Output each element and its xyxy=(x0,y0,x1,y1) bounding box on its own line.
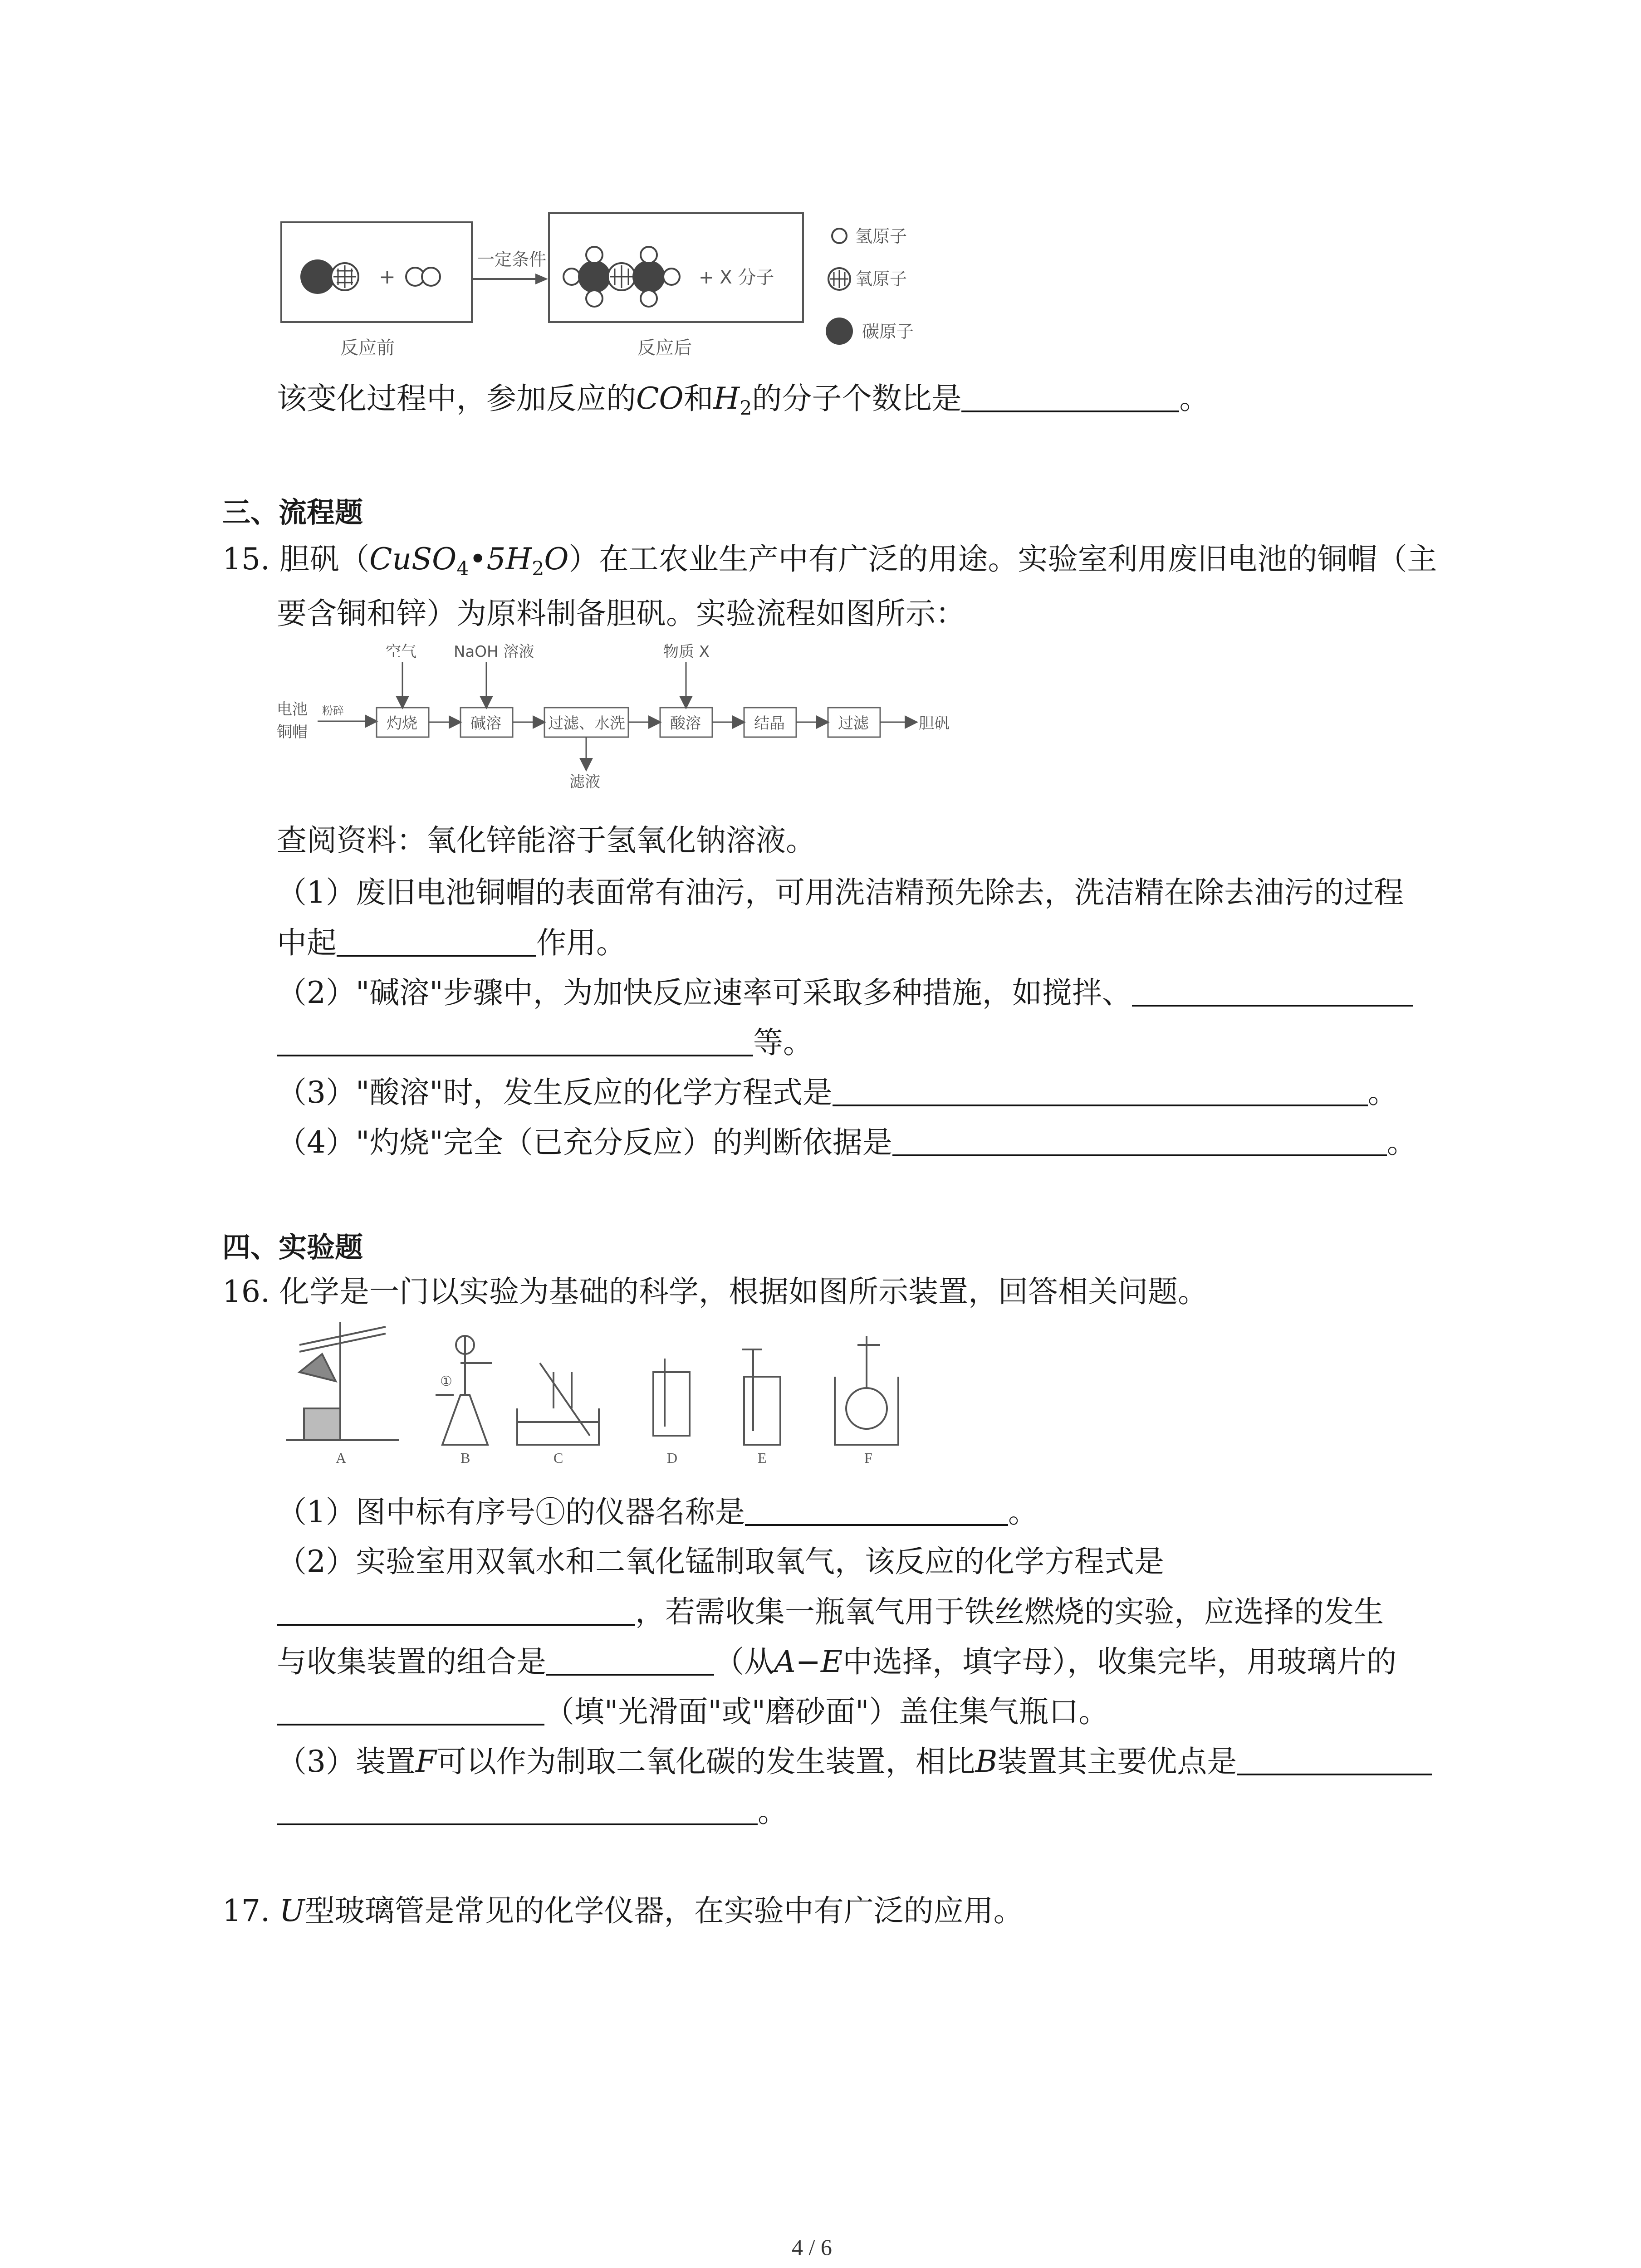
q16-text: 装置其主要优点是 xyxy=(997,1744,1237,1779)
q15-line2: 要含铜和锌）为原料制备胆矾。实验流程如图所示： xyxy=(277,596,965,631)
flow-input-line2: 铜帽 xyxy=(277,723,308,741)
q16-p1 xyxy=(277,1495,1038,1530)
q15-text: 胆矾（ xyxy=(279,542,369,577)
apparatus-figure xyxy=(281,1318,985,1467)
q16-text: B xyxy=(975,1744,998,1779)
flow-substance-x: 物质 X xyxy=(663,643,710,661)
answer-blank[interactable] xyxy=(961,383,1179,412)
section-title: 四、实验题 xyxy=(222,1231,363,1264)
answer-blank[interactable] xyxy=(745,1497,1008,1526)
q15-text: 中起 xyxy=(277,925,337,960)
answer-blank[interactable] xyxy=(546,1647,714,1676)
q14-text: 该变化过程中，参加反应的 xyxy=(277,381,636,416)
reaction-diagram xyxy=(254,209,980,390)
formula: O xyxy=(544,542,569,577)
legend-oxygen: 氧原子 xyxy=(855,269,907,289)
q15-text: 等。 xyxy=(753,1025,813,1060)
formula: CuSO xyxy=(369,542,457,577)
answer-blank[interactable] xyxy=(277,1796,758,1825)
q16-text: F xyxy=(416,1744,436,1779)
q16-text: 中选择，填字母），收集完毕，用玻璃片的 xyxy=(843,1644,1397,1679)
q16-text: （从 xyxy=(714,1644,774,1679)
q15-text: 。 xyxy=(1386,1125,1417,1160)
flow-step-5: 结晶 xyxy=(754,714,785,733)
q16-text: 。 xyxy=(758,1794,788,1829)
formula-subscript: 2 xyxy=(532,557,544,580)
q15-text: （2）"碱溶"步骤中，为加快反应速率可采取多种措施，如搅拌、 xyxy=(277,975,1132,1010)
answer-blank[interactable] xyxy=(1237,1746,1432,1775)
q16-text: 化学是一门以实验为基础的科学，根据如图所示装置，回答相关问题。 xyxy=(279,1274,1208,1309)
flow-step-3: 过滤、水洗 xyxy=(548,714,625,733)
legend-hydrogen: 氢原子 xyxy=(855,226,907,246)
q16-text: − xyxy=(795,1644,821,1679)
apparatus-label-f: F xyxy=(864,1450,872,1466)
q16-p2-line2 xyxy=(277,1594,1384,1629)
q17-text: 型玻璃管是常见的化学仪器，在实验中有广泛的应用。 xyxy=(304,1893,1024,1928)
formula: •5H xyxy=(469,542,532,577)
q16-text: （3）装置 xyxy=(277,1744,416,1779)
flow-product: 胆矾 xyxy=(919,714,950,733)
q14-text: 的分子个数比是 xyxy=(752,381,962,416)
q16-p2-line3 xyxy=(277,1644,1397,1679)
q16-text: 。 xyxy=(1008,1495,1038,1530)
apparatus-label-d: D xyxy=(667,1450,678,1466)
formula-co: CO xyxy=(636,381,684,416)
q17-text: U xyxy=(279,1893,305,1928)
arrow-label: 一定条件 xyxy=(477,249,547,269)
q15-line1 xyxy=(222,544,1437,579)
apparatus-label-e: E xyxy=(758,1450,767,1466)
apparatus-label-b: B xyxy=(460,1450,470,1466)
question-number: 16. xyxy=(222,1274,270,1309)
answer-blank[interactable] xyxy=(277,1597,635,1626)
q17-line xyxy=(222,1893,1024,1928)
flow-step-1: 灼烧 xyxy=(387,714,417,733)
q16-p3-line1 xyxy=(277,1746,1432,1777)
flow-air: 空气 xyxy=(386,643,416,661)
answer-blank[interactable] xyxy=(277,1027,753,1056)
q15-text: （4）"灼烧"完全（已充分反应）的判断依据是 xyxy=(277,1125,892,1160)
q15-p1-line1: （1）废旧电池铜帽的表面常有油污，可用洗洁精预先除去，洗洁精在除去油污的过程 xyxy=(277,875,1404,910)
q14-text: 。 xyxy=(1179,381,1210,416)
flow-crush: 粉碎 xyxy=(322,704,344,717)
q15-text: 作用。 xyxy=(536,925,626,960)
q16-text: 可以作为制取二氧化碳的发生装置，相比 xyxy=(436,1744,975,1779)
svg-text:+: + xyxy=(379,265,396,288)
answer-blank[interactable] xyxy=(892,1127,1387,1156)
flow-step-4: 酸溶 xyxy=(670,714,701,733)
formula-h: H xyxy=(713,381,740,416)
apparatus-label-c: C xyxy=(554,1450,563,1466)
q15-p4 xyxy=(277,1127,1417,1158)
q14-text: 和 xyxy=(683,381,714,416)
q15-text: 。 xyxy=(1367,1075,1398,1110)
q15-reference: 查阅资料：氧化锌能溶于氢氧化钠溶液。 xyxy=(277,823,816,858)
formula-subscript: 2 xyxy=(740,396,752,420)
section-title: 三、流程题 xyxy=(222,496,363,529)
q16-text: （1）图中标有序号①的仪器名称是 xyxy=(277,1495,745,1530)
process-flow-diagram xyxy=(272,640,1043,789)
q16-text: E xyxy=(820,1644,843,1679)
answer-blank[interactable] xyxy=(1132,978,1413,1007)
svg-text:①: ① xyxy=(440,1374,452,1389)
q15-p2-line2 xyxy=(277,1027,813,1058)
q16-text: 与收集装置的组合是 xyxy=(277,1644,546,1679)
legend-carbon: 碳原子 xyxy=(862,322,914,342)
q15-p3 xyxy=(277,1077,1398,1108)
flow-filtrate: 滤液 xyxy=(569,773,600,789)
answer-blank[interactable] xyxy=(337,928,536,957)
flow-input-line1: 电池 xyxy=(277,700,308,719)
q16-text: A xyxy=(774,1644,796,1679)
q15-text: ）在工农业生产中有广泛的用途。实验室利用废旧电池的铜帽（主 xyxy=(568,542,1437,577)
before-label: 反应前 xyxy=(340,337,395,358)
question-number: 17. xyxy=(222,1893,270,1928)
flow-step-6: 过滤 xyxy=(838,714,869,733)
q15-text: （3）"酸溶"时，发生反应的化学方程式是 xyxy=(277,1075,833,1110)
formula-subscript: 4 xyxy=(456,557,469,580)
question-number: 15. xyxy=(222,542,270,577)
after-label: 反应后 xyxy=(637,337,692,358)
q15-p2-line1 xyxy=(277,975,1413,1010)
apparatus-label-a: A xyxy=(336,1450,347,1466)
flow-step-2: 碱溶 xyxy=(470,714,501,733)
q15-p1-line2 xyxy=(277,925,626,960)
x-molecule-label: + X 分子 xyxy=(699,267,774,288)
answer-blank[interactable] xyxy=(277,1696,544,1725)
page-number: 4 / 6 xyxy=(792,2234,832,2260)
q16-text: （填"光滑面"或"磨砂面"）盖住集气瓶口。 xyxy=(544,1694,1109,1729)
q14-question-line xyxy=(277,383,1209,418)
q16-stem xyxy=(222,1274,1208,1309)
flow-naoh: NaOH 溶液 xyxy=(454,643,534,661)
q16-p2-line1: （2）实验室用双氧水和二氧化锰制取氧气，该反应的化学方程式是 xyxy=(277,1544,1164,1579)
q16-p2-line4 xyxy=(277,1696,1108,1727)
q16-text: ，若需收集一瓶氧气用于铁丝燃烧的实验，应选择的发生 xyxy=(635,1594,1384,1629)
answer-blank[interactable] xyxy=(833,1077,1368,1106)
q16-p3-line2 xyxy=(277,1796,788,1827)
